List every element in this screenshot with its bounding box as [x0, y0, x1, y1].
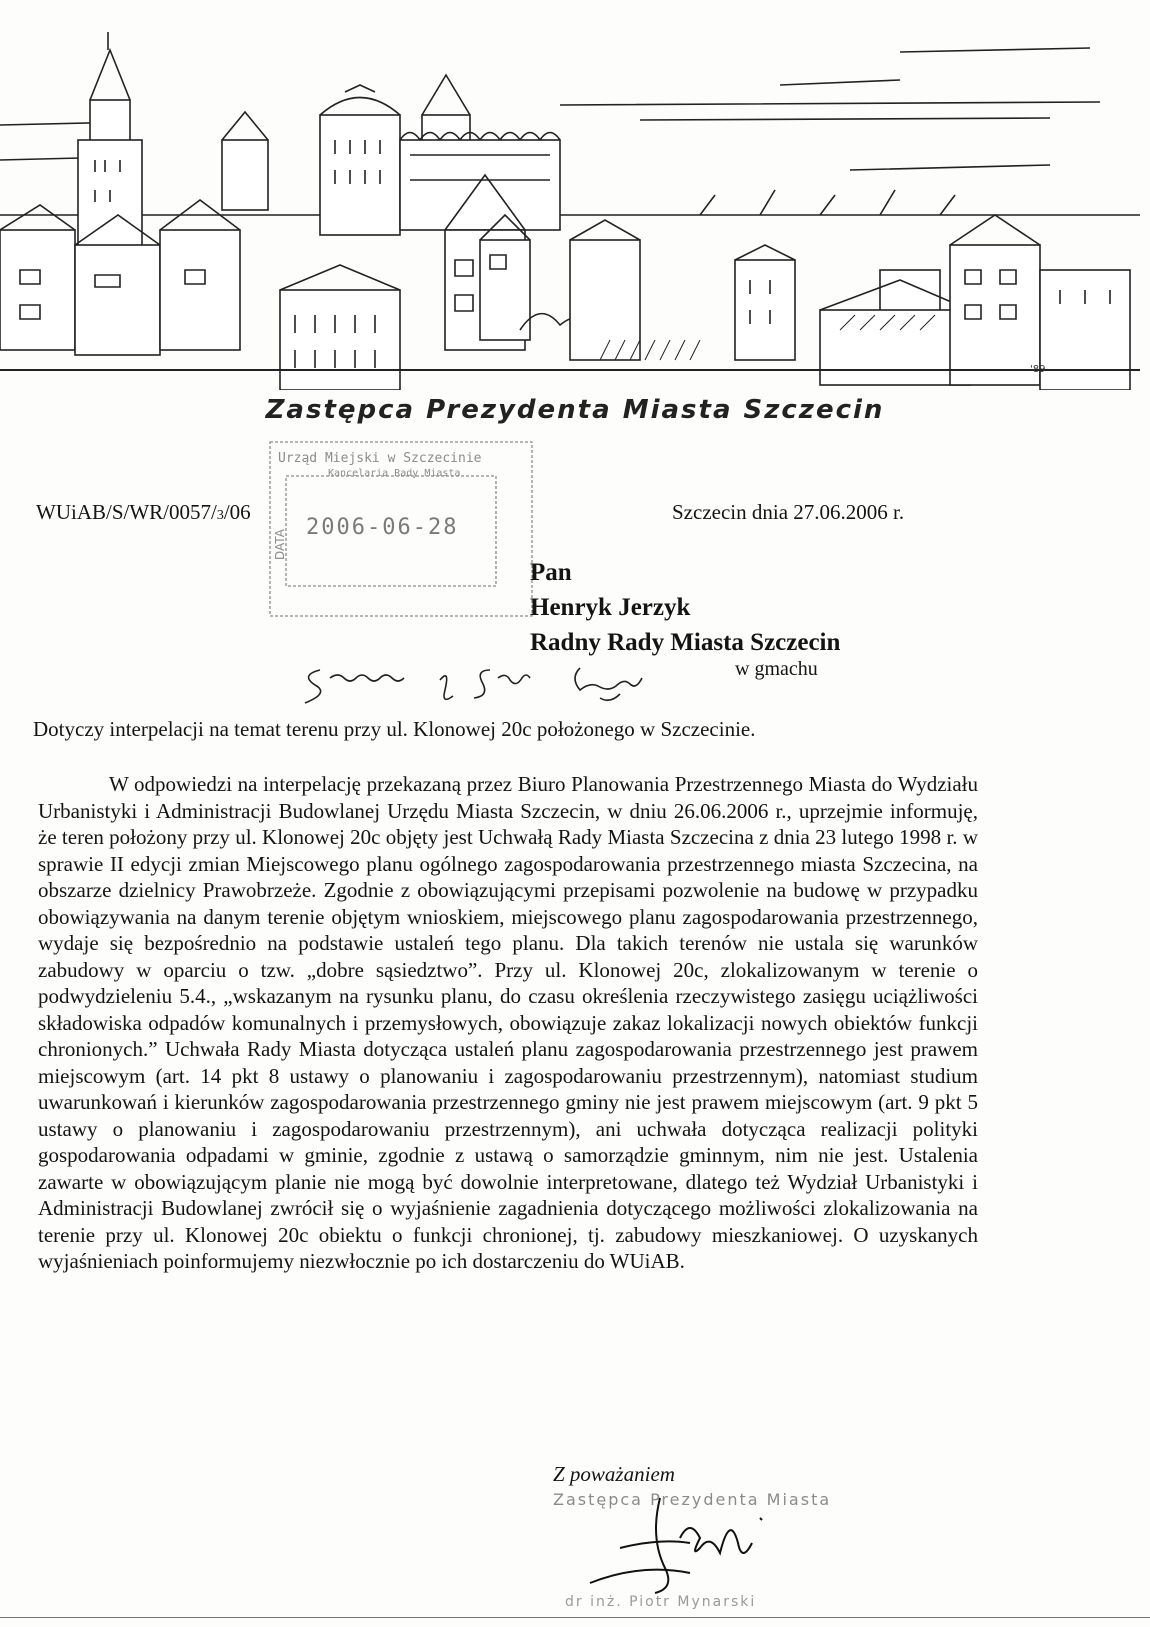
recipient-block [530, 555, 840, 660]
reference-prefix: WUiAB/S/WR/0057/ [36, 500, 217, 524]
recipient-salutation: Pan [530, 559, 572, 586]
stamp-date: 2006-06-28 [306, 515, 459, 540]
closing-phrase: Z poważaniem [553, 1462, 675, 1486]
recipient-delivery: w gmachu [735, 658, 818, 680]
place-date: Szczecin dnia 27.06.2006 r. [672, 500, 905, 524]
reference-number [36, 500, 251, 525]
handwritten-salutation [300, 650, 760, 710]
artist-mark: '89 [1030, 364, 1046, 375]
stamp-side-label: DATA [273, 529, 287, 560]
received-stamp [268, 440, 536, 620]
signature [560, 1488, 840, 1608]
recipient-name: Henryk Jerzyk [530, 594, 691, 621]
reference-day: 3 [216, 508, 224, 523]
signatory-name-stamp: dr inż. Piotr Mynarski [565, 1594, 757, 1610]
recipient-title: Radny Rady Miasta Szczecin [530, 629, 841, 656]
subject-line: Dotyczy interpelacji na temat terenu przy ul. Klonowej 20c położonego w Szczecinie. [33, 717, 756, 741]
reference-year: /06 [223, 500, 251, 524]
letterhead-title: Zastępca Prezydenta Miasta Szczecin [265, 395, 885, 425]
szczecin-skyline-illustration [0, 30, 1140, 390]
letter-body: W odpowiedzi na interpelację przekazaną przez Biuro Planowania Przestrzennego Miasta do Wydziału Urbanistyki i Administracji Budowlanej Urzędu Miasta Szczecin, w dniu 26.06.2006 r., uprzejmie informuję, że teren położony przy ul. Klonowej 20c objęty jest Uchwałą Rady Miasta Szczecina z dnia 23 lutego 1998 r. w sprawie II edycji zmian Miejscowego planu ogólnego zagospodarowania przestrzennego miasta Szczecina, na obszarze dzielnicy Prawobrzeże. Zgodnie z obowiązującymi przepisami pozwolenie na budowę w przypadku obowiązywania na danym terenie objętym wnioskiem, miejscowego planu zagospodarowania przestrzennego, wydaje się bezpośrednio na podstawie ustaleń tego planu. Dla takich terenów nie ustala się warunków zabudowy w oparciu o tzw. „dobre sąsiedztwo”. Przy ul. Klonowej 20c, zlokalizowanym w terenie o podwydzieleniu 5.4., „wskazanym na rysunku planu, do czasu określenia rzeczywistego zasięgu uciążliwości składowiska odpadów komunalnych i przemysłowych, obowiązuje zakaz lokalizacji nowych obiektów funkcji chronionych.” Uchwała Rady Miasta dotycząca ustaleń planu zagospodarowania przestrzennego jest prawem miejscowym (art. 14 pkt 8 ustawy o planowaniu i zagospodarowaniu przestrzennym), natomiast studium uwarunkowań i kierunków zagospodarowania przestrzennego gminy nie jest prawem miejscowym (art. 9 pkt 5 ustawy o planowaniu i zagospodarowaniu przestrzennym), ani uchwała dotycząca realizacji polityki gospodarowania odpadami w gminie, zgodnie z ustawą o samorządzie gminnym, nim nie jest. Ustalenia zawarte w obowiązującym planie nie mogą być dowolnie interpretowane, dlatego też Wydział Urbanistyki i Administracji Budowlanej zwrócił się o wyjaśnienie zagadnienia dotyczącego możliwości zlokalizowania na terenie przy ul. Klonowej 20c obiektu o funkcji chronionej, tj. zabudowy mieszkaniowej. O uzyskanych wyjaśnieniach poinformujemy niezwłocznie po ich dostarczeniu do WUiAB. [38, 772, 978, 1273]
signatory-title-stamp: Zastępca Prezydenta Miasta [553, 1490, 832, 1509]
stamp-line1: Urząd Miejski w Szczecinie [278, 451, 482, 466]
stamp-line2: Kancelaria Rady Miasta [328, 468, 461, 479]
bottom-rule [0, 1617, 1150, 1618]
